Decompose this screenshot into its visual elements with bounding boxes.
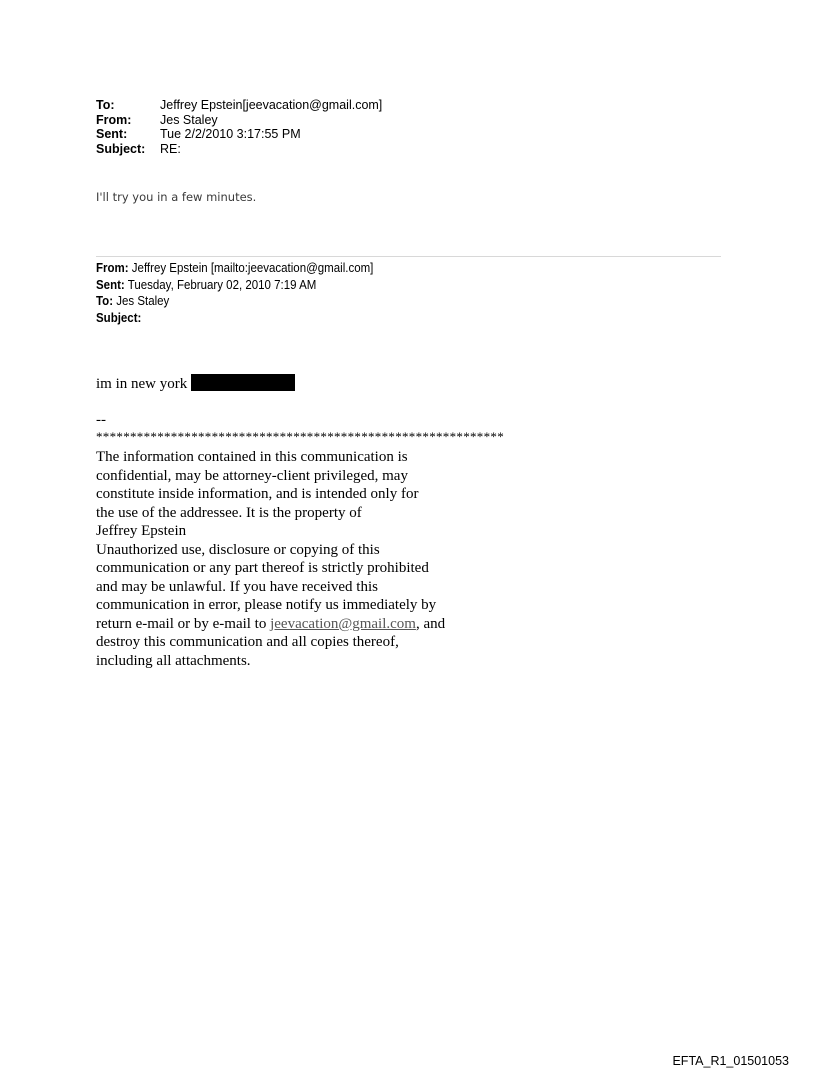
header-from-row — [96, 113, 382, 128]
quoted-header — [96, 260, 373, 326]
subject-label: Subject: — [96, 141, 146, 156]
header-subject-row — [96, 142, 382, 157]
from-value: Jes Staley — [160, 112, 218, 127]
disclaimer-email-link[interactable]: jeevacation@gmail.com — [270, 615, 416, 632]
quoted-body-text: im in new york — [96, 376, 188, 392]
sent-label: Sent: — [96, 127, 128, 141]
to-label: To: — [96, 98, 115, 112]
disclaimer-text-end: , and destroy this communication and all copies thereof, including all attachments. — [96, 615, 446, 669]
quoted-sent-label: Sent: — [96, 277, 125, 292]
quoted-sent-value: Tuesday, February 02, 2010 7:19 AM — [127, 277, 317, 292]
disclaimer-text: The information contained in this communication is confidential, may be attorney-client privileged, may constitute inside information, and is intended only for the use of the addressee. It is the property of Jeffrey Epstein Unauthorized use, disclosure or copying of this communication or any part thereof is strictly prohibited and may be unlawful. If you have received this communication in error, please notify us immediately by return e-mail or by e-mail to — [96, 449, 437, 632]
to-value: Jeffrey Epstein[jeevacation@gmail.com] — [160, 98, 383, 112]
quoted-from-label: From: — [96, 261, 129, 275]
quoted-sent-row — [96, 277, 373, 294]
signature-dash: -- — [96, 412, 106, 428]
header-to-row — [96, 98, 382, 113]
signature-stars: ************************************************************ — [96, 429, 504, 444]
subject-value: RE: — [160, 141, 181, 156]
redaction-bar — [191, 374, 295, 391]
quoted-to-value: Jes Staley — [116, 294, 170, 308]
quote-divider — [96, 256, 721, 257]
quoted-body — [96, 374, 295, 394]
quoted-subject-label: Subject: — [96, 310, 142, 325]
email-header — [96, 98, 382, 156]
document-id: EFTA_R1_01501053 — [672, 1054, 789, 1068]
reply-text: I'll try you in a few minutes. — [96, 190, 257, 204]
quoted-from-value: Jeffrey Epstein [mailto:jeevacation@gmail.com] — [131, 261, 374, 275]
header-sent-row — [96, 127, 382, 142]
quoted-to-label: To: — [96, 294, 114, 308]
from-label: From: — [96, 112, 132, 127]
quoted-subject-row — [96, 310, 373, 327]
sent-value: Tue 2/2/2010 3:17:55 PM — [160, 127, 301, 141]
quoted-to-row — [96, 293, 373, 310]
disclaimer — [96, 448, 496, 670]
quoted-from-row — [96, 260, 373, 277]
